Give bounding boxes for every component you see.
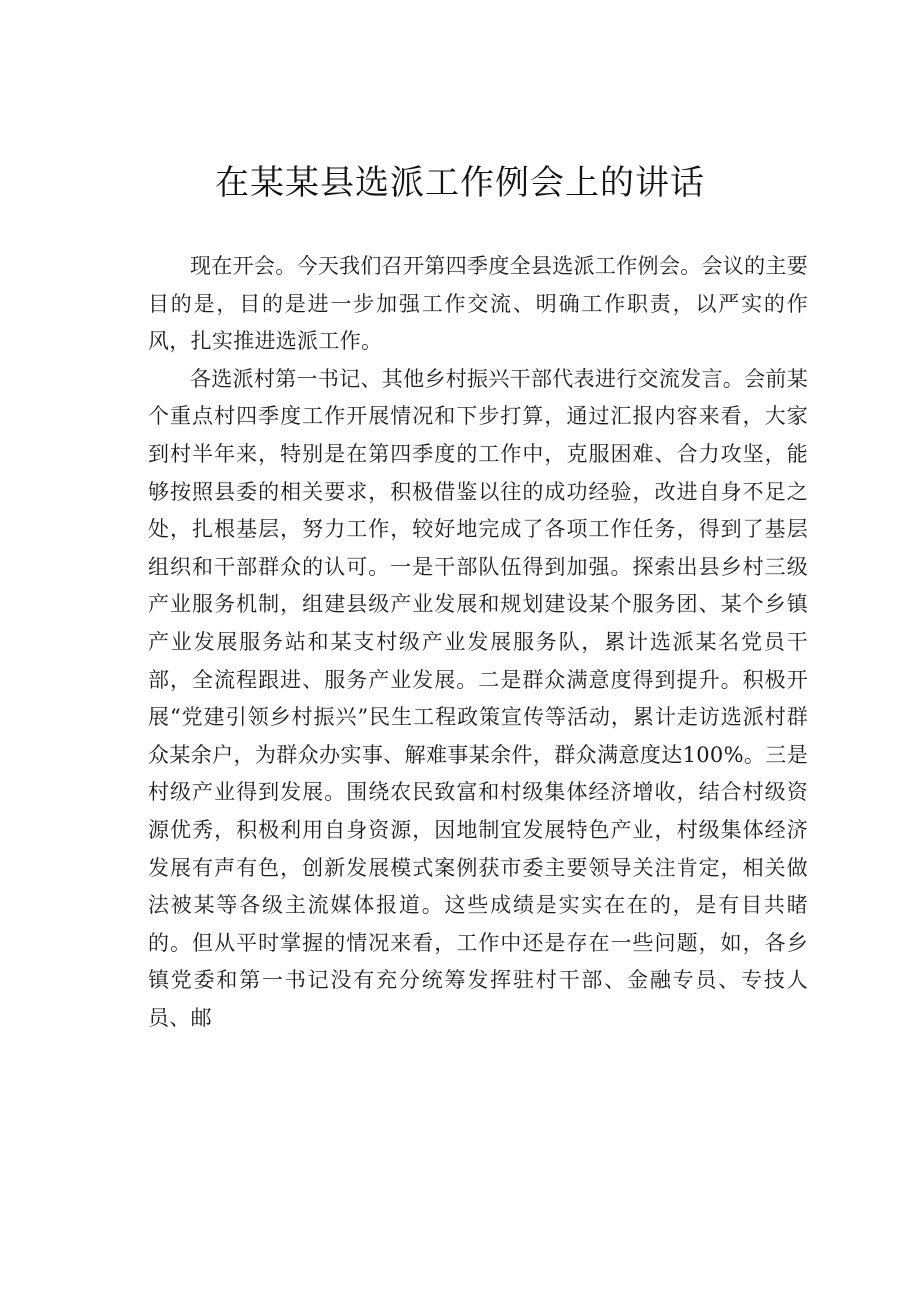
document-title: 在某某县选派工作例会上的讲话 <box>215 163 705 203</box>
document-body <box>148 248 808 1037</box>
paragraph-opening: 现在开会。今天我们召开第四季度全县选派工作例会。会议的主要目的是，目的是进一步加强工作交流、明确工作职责，以严实的作风，扎实推进选派工作。 <box>148 254 808 354</box>
paragraph-achievements: 各选派村第一书记、其他乡村振兴干部代表进行交流发言。会前某个重点村四季度工作开展情况和下步打算，通过汇报内容来看，大家到村半年来，特别是在第四季度的工作中，克服困难、合力攻坚，能够按照县委的相关要求，积极借鉴以往的成功经验，改进自身不足之处，扎根基层，努力工作，较好地完成了各项工作任务，得到了基层组织和干部群众的认可。一是干部队伍得到加强。探索出县乡村三级产业服务机制，组建县级产业发展和规划建设某个服务团、某个乡镇产业发展服务站和某支村级产业发展服务队，累计选派某名党员干部，全流程跟进、服务产业发展。二是群众满意度得到提升。积极开展“党建引领乡村振兴”民生工程政策宣传等活动，累计走访选派村群众某余户，为群众办实事、解难事某余件，群众满意度达100%。三是村级产业得到发展。围绕农民致富和村级集体经济增收，结合村级资源优秀，积极利用自身资源，因地制宜发展特色产业，村级集体经济发展有声有色，创新发展模式案例获市委主要领导关注肯定，相关做法被某等各级主流媒体报道。这些成绩是实实在在的，是有目共睹的。但从平时掌握的情况来看，工作中还是存在一些问题，如，各乡镇党委和第一书记没有充分统筹发挥驻村干部、金融专员、专技人员、邮 <box>148 366 808 1030</box>
